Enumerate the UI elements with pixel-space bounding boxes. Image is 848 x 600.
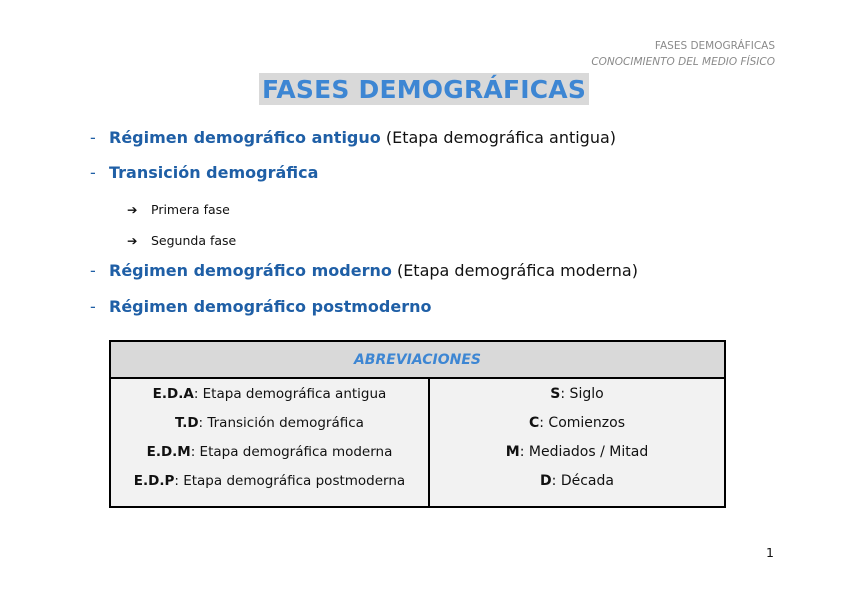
table-header: ABREVIACIONES — [110, 341, 725, 378]
right-arrow-icon: ➔ — [127, 202, 138, 217]
table-header-row — [110, 341, 725, 378]
abbreviation-definition: : Siglo — [560, 386, 604, 402]
right-arrow-icon: ➔ — [127, 233, 138, 248]
sublist-item-segunda-fase — [127, 233, 236, 248]
abbreviation-entry — [434, 385, 720, 414]
list-item-term: Transición demográfica — [109, 163, 319, 182]
abbreviation-entry — [434, 472, 720, 501]
page-number: 1 — [766, 545, 774, 560]
list-dash: - — [90, 261, 96, 280]
abbreviation-definition: : Transición demográfica — [198, 415, 364, 431]
list-item-transicion — [90, 163, 318, 182]
abbreviation-code: E.D.P — [133, 473, 175, 489]
list-dash: - — [90, 297, 96, 316]
abbreviation-definition: : Mediados / Mitad — [519, 444, 649, 460]
abbreviation-code: S — [550, 386, 561, 402]
abbreviation-code: M — [505, 444, 520, 460]
abbreviation-entry — [115, 472, 424, 501]
abbreviation-code: T.D — [175, 415, 199, 431]
list-dash: - — [90, 128, 96, 147]
title-container — [0, 73, 848, 105]
list-item-regimen-postmoderno — [90, 297, 431, 316]
abbreviation-entry — [115, 443, 424, 472]
list-item-term: Régimen demográfico moderno — [109, 261, 392, 280]
list-item-term: Régimen demográfico antiguo — [109, 128, 381, 147]
abbreviations-table — [109, 340, 726, 508]
list-item-regimen-moderno — [90, 261, 638, 280]
list-item-note: (Etapa demográfica moderna) — [391, 261, 638, 280]
list-dash: - — [90, 163, 96, 182]
abbreviation-entry — [115, 385, 424, 414]
abbreviation-definition: : Etapa demográfica postmoderna — [174, 473, 406, 489]
abbreviation-definition: : Etapa demográfica moderna — [190, 444, 393, 460]
sublist-item-label: Segunda fase — [151, 233, 237, 248]
sublist-item-primera-fase — [127, 202, 230, 217]
abbreviation-entry — [434, 443, 720, 472]
running-header-title: FASES DEMOGRÁFICAS — [654, 40, 775, 52]
abbreviation-definition: : Etapa demográfica antigua — [193, 386, 387, 402]
list-item-regimen-antiguo — [90, 128, 616, 147]
abbreviation-entry — [434, 414, 720, 443]
abbreviation-definition: : Comienzos — [539, 415, 625, 431]
abbreviation-code: D — [540, 473, 552, 489]
running-header — [591, 38, 775, 70]
list-item-term: Régimen demográfico postmoderno — [109, 297, 432, 316]
abbreviation-code: E.D.M — [146, 444, 191, 460]
abbreviation-code: C — [528, 415, 540, 431]
sublist-item-label: Primera fase — [151, 202, 230, 217]
page-title: FASES DEMOGRÁFICAS — [259, 73, 589, 105]
abbreviation-definition: : Década — [551, 473, 614, 489]
abbreviations-right-column — [429, 378, 725, 507]
list-item-note: (Etapa demográfica antigua) — [380, 128, 617, 147]
table-body-row — [110, 378, 725, 507]
abbreviation-code: E.D.A — [152, 386, 194, 402]
abbreviation-entry — [115, 414, 424, 443]
abbreviations-left-column — [110, 378, 429, 507]
running-header-subtitle: CONOCIMIENTO DEL MEDIO FÍSICO — [591, 56, 775, 68]
